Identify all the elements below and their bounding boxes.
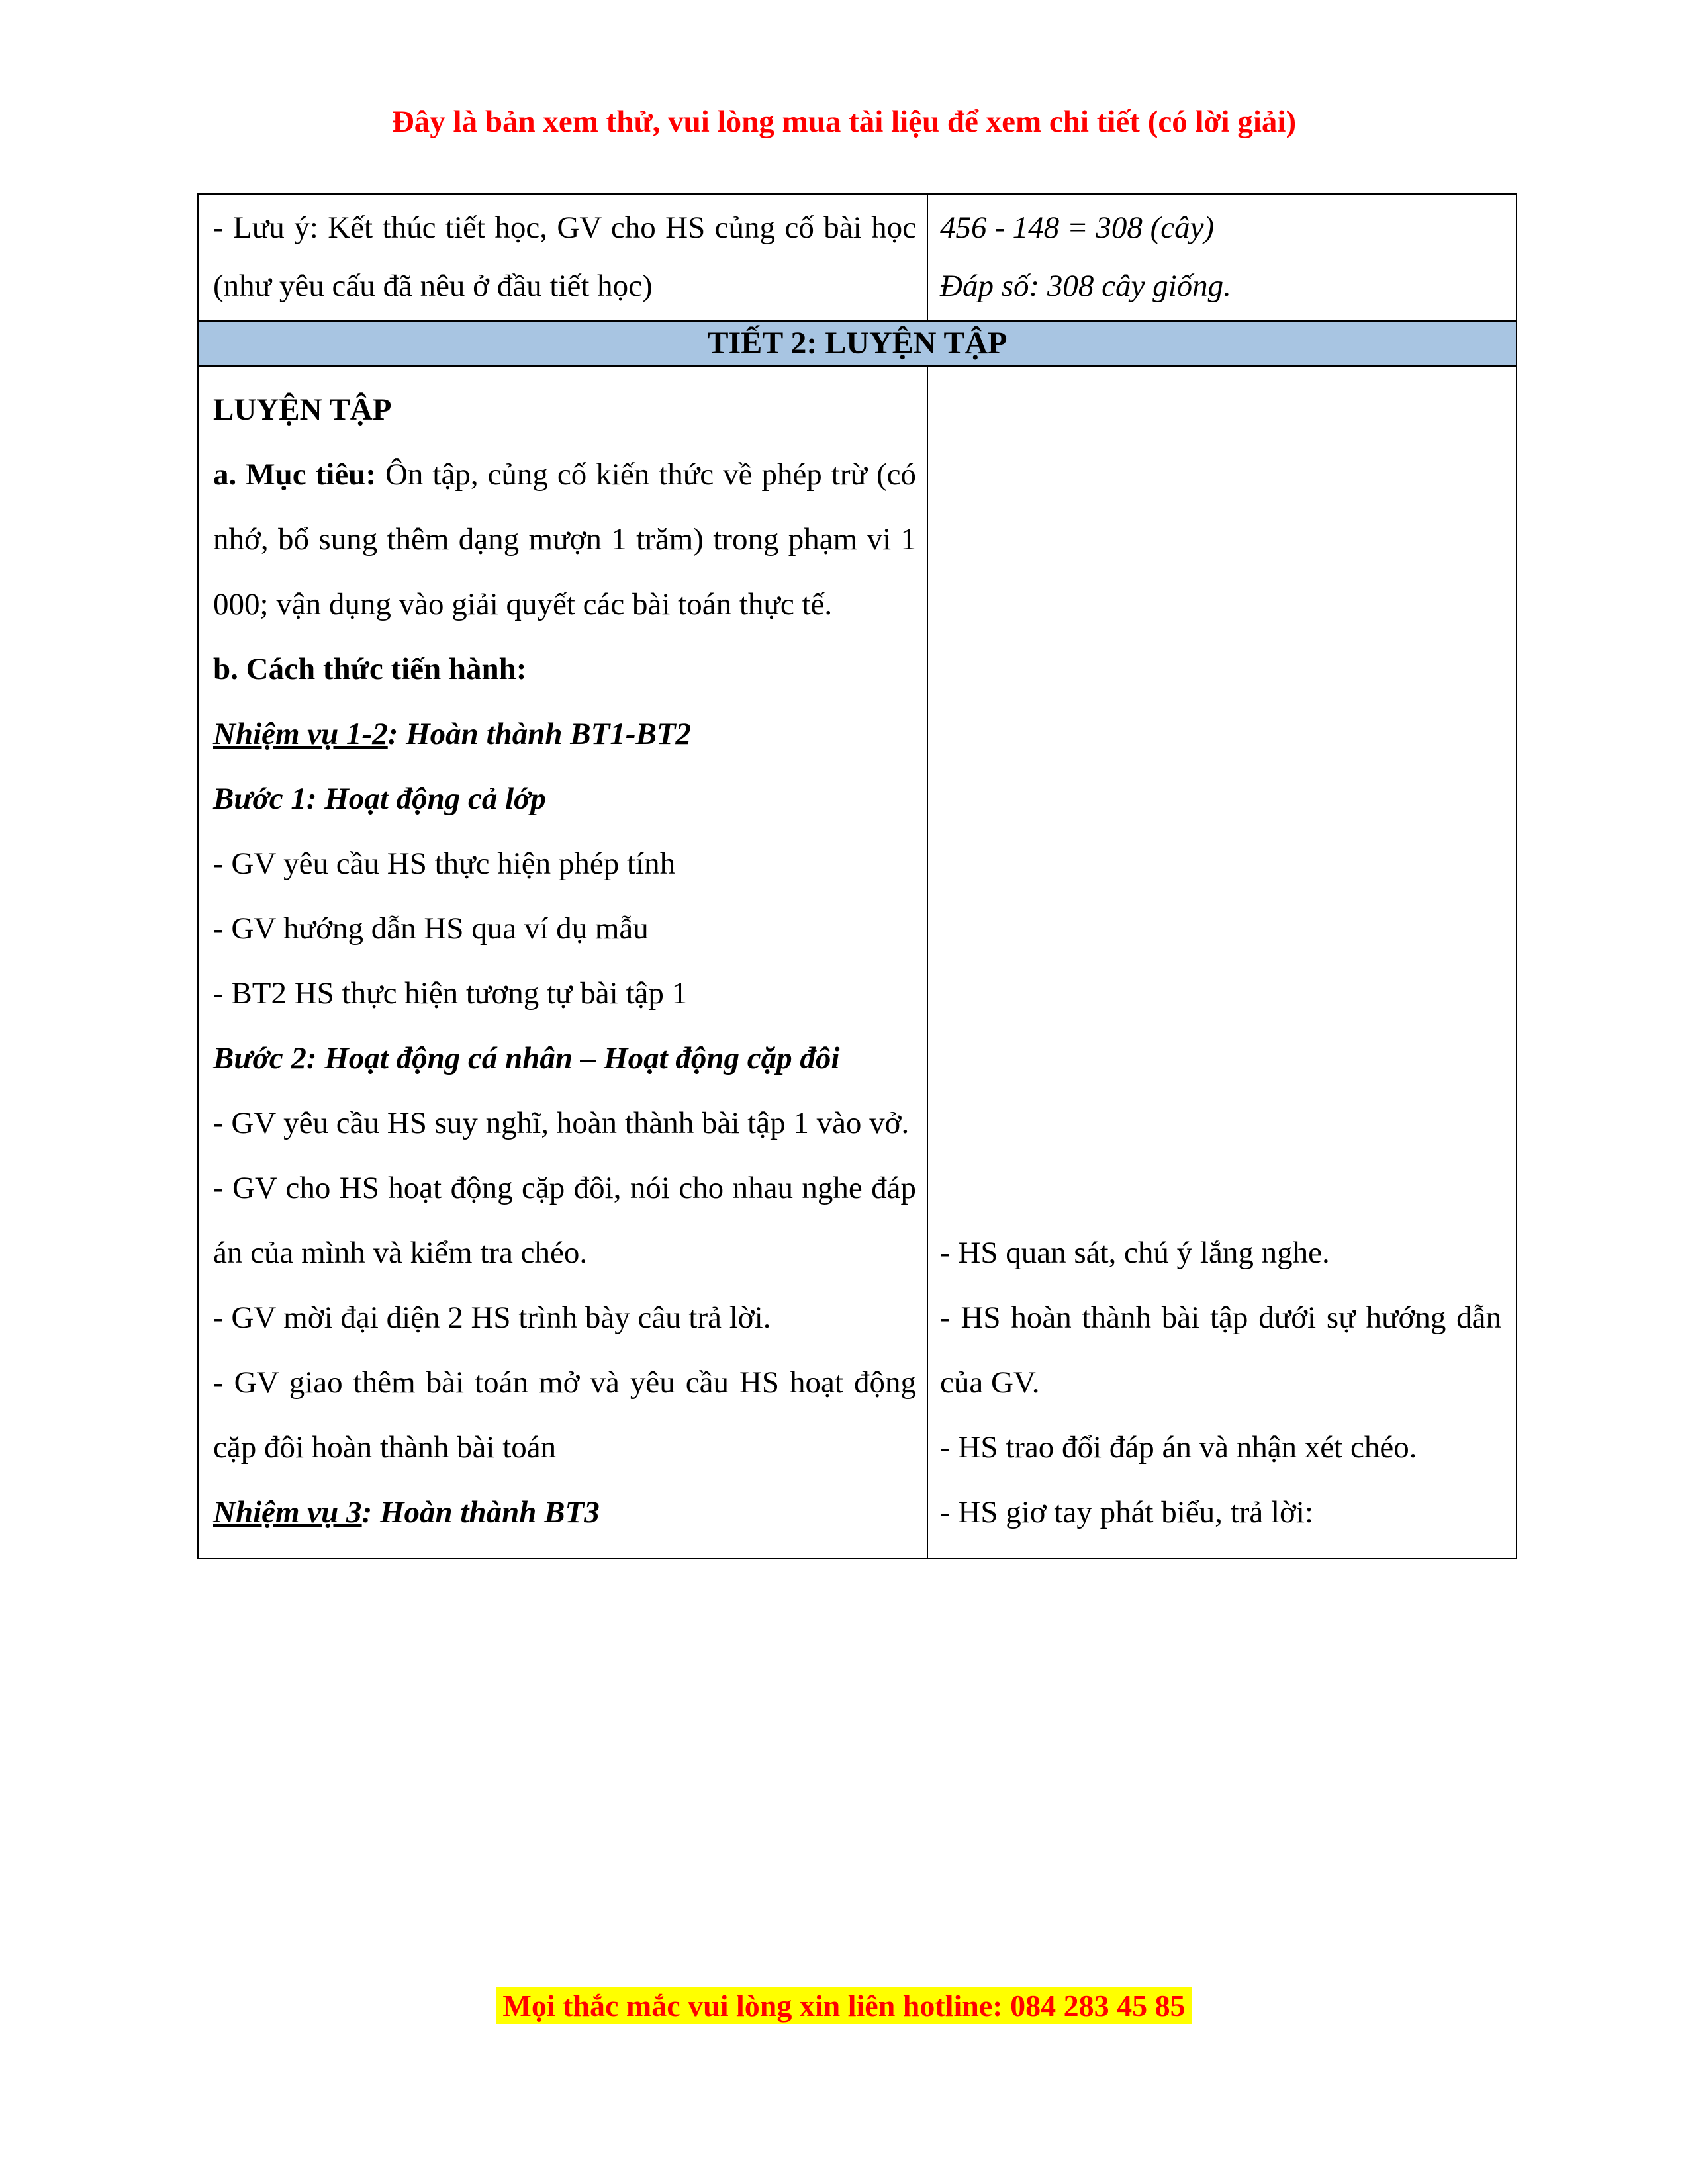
paragraph xyxy=(213,1091,916,1156)
paragraph xyxy=(213,766,916,831)
paragraph xyxy=(940,1415,1501,1480)
text-run: - GV giao thêm bài toán mở và yêu cầu HS hoạt động cặp đôi hoàn thành bài toán xyxy=(213,1365,916,1465)
paragraph xyxy=(940,1285,1501,1415)
paragraph xyxy=(213,1350,916,1480)
text-run: - HS quan sát, chú ý lắng nghe. xyxy=(940,1236,1330,1270)
preview-notice: Đây là bản xem thử, vui lòng mua tài liệu để xem chi tiết (có lời giải) xyxy=(391,105,1297,139)
paragraph xyxy=(940,1480,1501,1545)
text-run: - GV yêu cầu HS suy nghĩ, hoàn thành bài tập 1 vào vở. xyxy=(213,1106,910,1140)
paragraph xyxy=(213,1480,916,1545)
section-header: TIẾT 2: LUYỆN TẬP xyxy=(199,322,1516,365)
note-cell-right xyxy=(928,195,1516,320)
text-run: - GV cho HS hoạt động cặp đôi, nói cho nhau nghe đáp án của mình và kiểm tra chéo. xyxy=(213,1171,916,1270)
paragraph xyxy=(213,702,916,766)
paragraph xyxy=(213,1285,916,1350)
teacher-activities-cell xyxy=(199,367,928,1558)
paragraph xyxy=(213,377,916,442)
text-run: Bước 1: Hoạt động cả lớp xyxy=(213,782,546,816)
hotline-text: Mọi thắc mắc vui lòng xin liên hotline: 084 283 45 85 xyxy=(496,1987,1192,2024)
text-run: - GV hướng dẫn HS qua ví dụ mẫu xyxy=(213,911,649,946)
text-run: : Hoàn thành BT3 xyxy=(361,1495,600,1529)
lesson-plan-table xyxy=(197,193,1517,1559)
text-run: Nhiệm vụ 3 xyxy=(213,1495,362,1529)
text-run: a. Mục tiêu: xyxy=(213,457,385,492)
table-row-note xyxy=(199,195,1516,320)
text-run: - HS trao đổi đáp án và nhận xét chéo. xyxy=(940,1430,1417,1465)
teacher-note-text: - Lưu ý: Kết thúc tiết học, GV cho HS củng cố bài học (như yêu cấu đã nêu ở đầu tiết học) xyxy=(213,210,916,303)
paragraph xyxy=(213,1156,916,1285)
text-run: LUYỆN TẬP xyxy=(213,392,392,427)
text-run: Bước 2: Hoạt động cá nhân – Hoạt động cặp đôi xyxy=(213,1041,840,1075)
text-run: - GV yêu cầu HS thực hiện phép tính xyxy=(213,846,676,881)
answer-line-1: 456 - 148 = 308 (cây) xyxy=(940,210,1215,245)
answer-line-2: Đáp số: 308 cây giống. xyxy=(940,269,1231,303)
hotline-notice xyxy=(0,1987,1688,2025)
text-run: Nhiệm vụ 1-2 xyxy=(213,717,388,751)
paragraph xyxy=(940,1220,1501,1285)
text-run: - BT2 HS thực hiện tương tự bài tập 1 xyxy=(213,976,688,1011)
paragraph xyxy=(213,961,916,1026)
text-run: : Hoàn thành BT1-BT2 xyxy=(387,717,692,751)
text-run: - GV mời đại diện 2 HS trình bày câu trả lời. xyxy=(213,1300,771,1335)
text-run: b. Cách thức tiến hành: xyxy=(213,652,527,686)
table-row-section-header xyxy=(199,320,1516,365)
paragraph xyxy=(213,637,916,702)
paragraph xyxy=(213,896,916,961)
student-activities-cell xyxy=(928,367,1516,1558)
text-run: - HS hoàn thành bài tập dưới sự hướng dẫn của GV. xyxy=(940,1300,1501,1400)
paragraph xyxy=(213,442,916,637)
note-cell-left xyxy=(199,195,928,320)
text-run: - HS giơ tay phát biểu, trả lời: xyxy=(940,1495,1313,1529)
paragraph xyxy=(213,1026,916,1091)
text-run: Ôn tập, củng cố kiến thức về phép trừ (có nhớ, bổ sung thêm dạng mượn 1 trăm) trong phạm vi 1 000; vận dụng vào giải quyết các bài toán thực tế. xyxy=(213,457,916,621)
table-row-main xyxy=(199,365,1516,1558)
paragraph xyxy=(213,831,916,896)
